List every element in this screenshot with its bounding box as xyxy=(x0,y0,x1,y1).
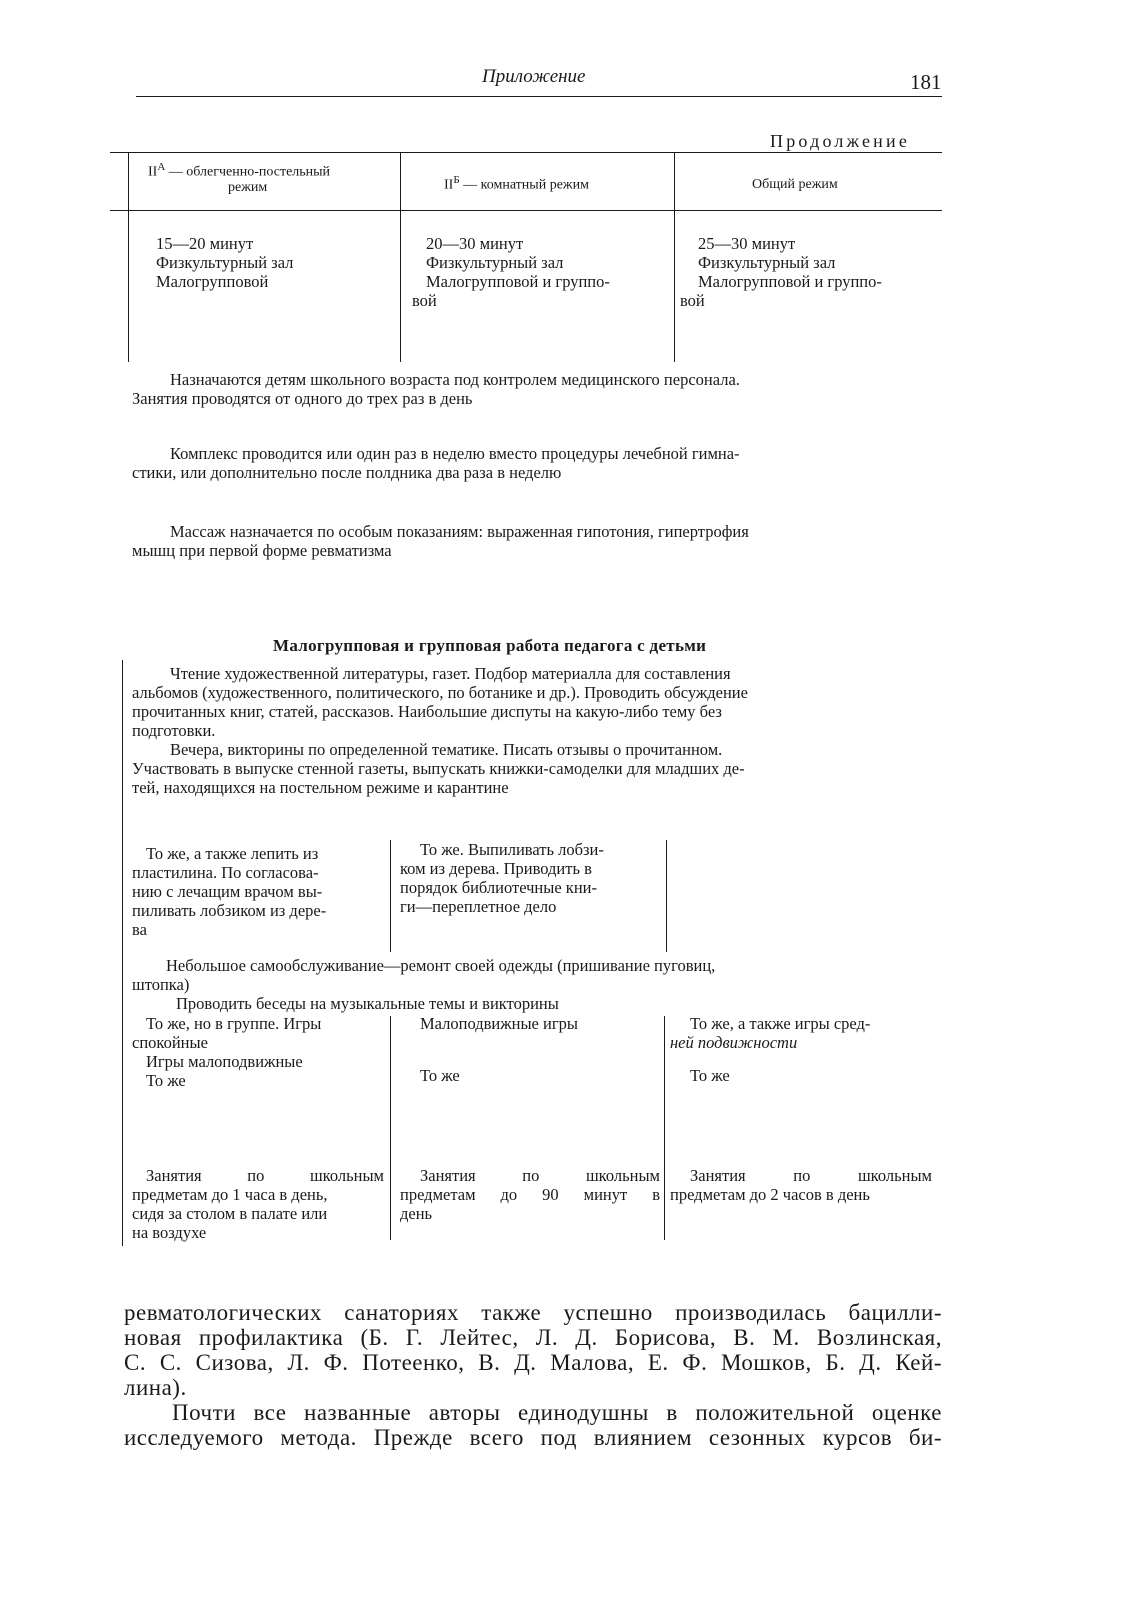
games-cell-a xyxy=(132,1014,384,1090)
cell-line: сидя за столом в палате или xyxy=(132,1204,328,1223)
cell-line: ней подвижности xyxy=(670,1033,798,1052)
paragraph-line: стики, или дополнительно после полдника два раза в неделю xyxy=(132,463,562,482)
cell-line: Физкультурный зал xyxy=(426,253,564,272)
cell-line: То же. Выпиливать лобзи- xyxy=(420,840,604,859)
cell-line: То же, но в группе. Игры xyxy=(146,1014,322,1033)
activities-divider-2a xyxy=(666,840,667,952)
cell-line: То же, а также игры сред- xyxy=(690,1014,871,1033)
header-cell-iib xyxy=(444,173,669,193)
cell-line: день xyxy=(400,1204,433,1223)
cell-line: ком из дерева. Приводить в xyxy=(400,859,592,878)
paragraph-line: мышц при первой форме ревматизма xyxy=(132,541,392,560)
table-top-rule xyxy=(110,152,942,153)
iib-label: — комнатный режим xyxy=(459,177,589,193)
body-line: новая профилактика (Б. Г. Лейтес, Л. Д. Борисова, В. М. Возлинская, xyxy=(124,1325,942,1350)
crafts-cell-a xyxy=(132,844,384,939)
cell-line: пиливать лобзиком из дере- xyxy=(132,901,327,920)
cell-line: Физкультурный зал xyxy=(156,253,294,272)
games-cell-c xyxy=(670,1014,942,1085)
section-title: Малогрупповая и групповая работа педагога с детьми xyxy=(273,636,707,655)
cell-line: Занятия по школьным xyxy=(420,1166,660,1185)
cell-line: 25—30 минут xyxy=(698,234,796,253)
school-cell-b xyxy=(400,1166,660,1223)
header-cell-iia xyxy=(148,160,388,195)
cell-line: нию с лечащим врачом вы- xyxy=(132,882,323,901)
cell-line: 20—30 минут xyxy=(426,234,524,253)
table-header-rule xyxy=(110,210,942,211)
intro-line: подготовки. xyxy=(132,721,216,740)
body-line: лина). xyxy=(124,1375,187,1400)
table-note xyxy=(132,370,942,408)
body-text xyxy=(124,1300,942,1450)
cell-line: предметам до 2 часов в день xyxy=(670,1185,870,1204)
intro-line: Вечера, викторины по определенной тематике. Писать отзывы о прочитанном. xyxy=(170,740,723,759)
body-line: С. С. Сизова, Л. Ф. Потеенко, В. Д. Малова, Е. Ф. Мошков, Б. Д. Кей- xyxy=(124,1350,942,1375)
iia-label: — облегченно-постельный xyxy=(165,164,331,180)
activities-divider-1a xyxy=(390,840,391,952)
cell-line: на воздухе xyxy=(132,1223,207,1242)
note-line-1: Назначаются детям школьного возраста под контролем медицинского персонала. xyxy=(170,370,740,389)
cell-line: Занятия по школьным xyxy=(146,1166,384,1185)
activities-divider-2b xyxy=(664,1016,665,1240)
cell-line: Игры малоподвижные xyxy=(146,1052,303,1071)
cell-line: спокойные xyxy=(132,1033,208,1052)
iia-label-line2: режим xyxy=(228,179,268,195)
header-rule xyxy=(136,96,942,97)
running-title: Приложение xyxy=(482,66,586,87)
cell-line: вой xyxy=(680,291,705,310)
intro-line: Чтение художественной литературы, газет. Подбор материалла для составления xyxy=(170,664,731,683)
self-service-line: штопка) xyxy=(132,975,190,994)
cell-line: предметам до 1 часа в день, xyxy=(132,1185,328,1204)
iia-sup: А xyxy=(157,161,166,173)
section-intro xyxy=(132,664,944,797)
cell-line: Малогрупповой и группо- xyxy=(426,272,610,291)
row1-cell-general xyxy=(680,234,942,310)
paragraph-complex xyxy=(132,444,942,482)
cell-line: То же, а также лепить из xyxy=(146,844,319,863)
school-cell-a xyxy=(132,1166,384,1242)
iia-prefix: II xyxy=(148,164,158,180)
iib-prefix: II xyxy=(444,177,454,193)
paragraph-line: Массаж назначается по особым показаниям: выраженная гипотония, гипертрофия xyxy=(170,522,749,541)
talks-text: Проводить беседы на музыкальные темы и викторины xyxy=(176,994,559,1013)
cell-line: Малоподвижные игры xyxy=(420,1014,578,1033)
activities-divider-1b xyxy=(390,1016,391,1240)
cell-line: ги—переплетное дело xyxy=(400,897,557,916)
row1-cell-iia xyxy=(156,234,392,291)
cell-line: предметам до 90 минут в xyxy=(400,1185,660,1204)
body-line: Почти все названные авторы единодушны в положительной оценке xyxy=(172,1400,942,1425)
self-service-line: Небольшое самообслуживание—ремонт своей одежды (пришивание пуговиц, xyxy=(166,956,716,975)
header-cell-general: Общий режим xyxy=(752,177,838,192)
cell-line: Малогрупповой xyxy=(156,272,269,291)
continuation-label: Продолжение xyxy=(770,131,911,151)
cell-line: Занятия по школьным xyxy=(690,1166,932,1185)
intro-line: прочитанных книг, статей, рассказов. Наибольшие диспуты на какую-либо тему без xyxy=(132,702,722,721)
cell-line: Физкультурный зал xyxy=(698,253,836,272)
cell-line: То же xyxy=(690,1066,730,1085)
intro-line: тей, находящихся на постельном режиме и карантине xyxy=(132,778,509,797)
cell-line: То же xyxy=(420,1066,460,1085)
paragraph-line: Комплекс проводится или один раз в неделю вместо процедуры лечебной гимна- xyxy=(170,444,740,463)
cell-line: пластилина. По согласова- xyxy=(132,863,319,882)
table-col-divider-1 xyxy=(400,152,401,362)
note-line-2: Занятия проводятся от одного до трех раз в день xyxy=(132,389,473,408)
table-left-border xyxy=(128,152,129,362)
section-left-border xyxy=(122,660,123,1246)
cell-line: ва xyxy=(132,920,147,939)
cell-line: То же xyxy=(146,1071,186,1090)
cell-line: порядок библиотечные кни- xyxy=(400,878,597,897)
page-number: 181 xyxy=(910,70,942,94)
intro-line: Участвовать в выпуске стенной газеты, выпускать книжки-самоделки для младших де- xyxy=(132,759,745,778)
intro-line: альбомов (художественного, политического, по ботанике и др.). Проводить обсуждение xyxy=(132,683,748,702)
self-service-text xyxy=(132,956,944,994)
cell-line: 15—20 минут xyxy=(156,234,254,253)
school-cell-c xyxy=(670,1166,932,1204)
body-line: ревматологических санаториях также успешно производилась бацилли- xyxy=(124,1300,942,1325)
table-col-divider-2 xyxy=(674,152,675,362)
iib-sup: Б xyxy=(453,174,460,186)
crafts-cell-b xyxy=(400,840,662,916)
paragraph-massage xyxy=(132,522,942,560)
cell-line: Малогрупповой и группо- xyxy=(698,272,882,291)
row1-cell-iib xyxy=(412,234,672,310)
body-line: исследуемого метода. Прежде всего под влиянием сезонных курсов би- xyxy=(124,1425,942,1450)
cell-line: вой xyxy=(412,291,437,310)
games-cell-b xyxy=(420,1014,660,1085)
